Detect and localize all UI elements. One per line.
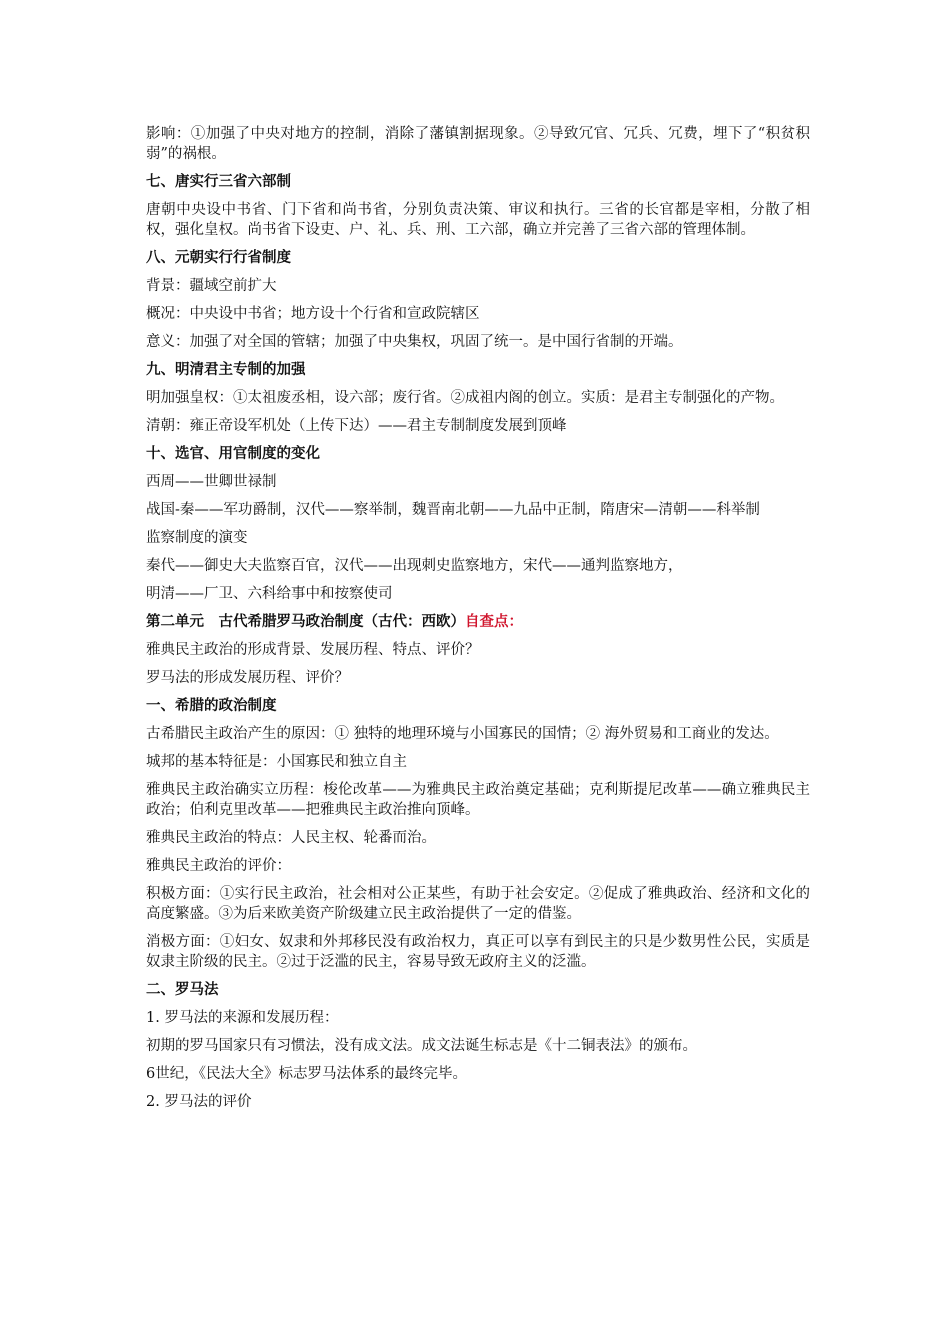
- body-paragraph: [146, 304, 810, 324]
- paragraph-text: 第二单元 古代希腊罗马政治制度（古代：西欧）: [146, 614, 465, 630]
- paragraph-text: 西周——世卿世禄制: [146, 474, 277, 490]
- paragraph-text: 战国-秦——军功爵制，汉代——察举制，魏晋南北朝——九品中正制，隋唐宋—清朝——科举制: [146, 502, 760, 518]
- body-paragraph: [146, 416, 810, 436]
- body-paragraph: [146, 1064, 810, 1084]
- paragraph-text: 影响：①加强了中央对地方的控制，消除了藩镇割据现象。②导致冗官、冗兵、冗费，埋下了“积贫积弱”的祸根。: [146, 126, 810, 162]
- section-heading: [146, 248, 810, 268]
- section-heading: [146, 612, 810, 632]
- paragraph-text: 背景：疆域空前扩大: [146, 278, 277, 294]
- section-heading: [146, 444, 810, 464]
- body-paragraph: [146, 200, 810, 240]
- body-paragraph: [146, 724, 810, 744]
- paragraph-text: 二、罗马法: [146, 982, 219, 998]
- paragraph-text: 城邦的基本特征是：小国寡民和独立自主: [146, 754, 407, 770]
- paragraph-text: 1. 罗马法的来源和发展历程：: [146, 1010, 339, 1026]
- paragraph-text: 九、明清君主专制的加强: [146, 362, 306, 378]
- body-paragraph: [146, 1008, 810, 1028]
- paragraph-text: 积极方面：①实行民主政治，社会相对公正某些，有助于社会安定。②促成了雅典政治、经济和文化的高度繁盛。③为后来欧美资产阶级建立民主政治提供了一定的借鉴。: [146, 886, 810, 922]
- paragraph-text: 2. 罗马法的评价: [146, 1094, 252, 1110]
- body-paragraph: [146, 276, 810, 296]
- body-paragraph: [146, 856, 810, 876]
- paragraph-text: 消极方面：①妇女、奴隶和外邦移民没有政治权力，真正可以享有到民主的只是少数男性公民，实质是奴隶主阶级的民主。②过于泛滥的民主，容易导致无政府主义的泛滥。: [146, 934, 810, 970]
- paragraph-text: 雅典民主政治的评价：: [146, 858, 291, 874]
- paragraph-text: 雅典民主政治的特点：人民主权、轮番而治。: [146, 830, 436, 846]
- paragraph-text: 秦代——御史大夫监察百官，汉代——出现刺史监察地方，宋代——通判监察地方，: [146, 558, 683, 574]
- body-paragraph: [146, 752, 810, 772]
- body-paragraph: [146, 500, 810, 520]
- body-paragraph: [146, 884, 810, 924]
- paragraph-text: 一、希腊的政治制度: [146, 698, 277, 714]
- paragraph-text: 6世纪，《民法大全》标志罗马法体系的最终完毕。: [146, 1066, 467, 1082]
- body-paragraph: [146, 780, 810, 820]
- body-paragraph: [146, 124, 810, 164]
- paragraph-text: 概况：中央设中书省；地方设十个行省和宣政院辖区: [146, 306, 480, 322]
- body-paragraph: [146, 1036, 810, 1056]
- body-paragraph: [146, 388, 810, 408]
- section-heading: [146, 980, 810, 1000]
- section-heading: [146, 360, 810, 380]
- body-paragraph: [146, 472, 810, 492]
- paragraph-text: 七、唐实行三省六部制: [146, 174, 291, 190]
- body-paragraph: [146, 668, 810, 688]
- body-paragraph: [146, 528, 810, 548]
- paragraph-text: 明清——厂卫、六科给事中和按察使司: [146, 586, 393, 602]
- body-paragraph: [146, 640, 810, 660]
- paragraph-text: 雅典民主政治确实立历程：梭伦改革——为雅典民主政治奠定基础；克利斯提尼改革——确立雅典民主政治；伯利克里改革——把雅典民主政治推向顶峰。: [146, 782, 810, 818]
- paragraph-text: 明加强皇权：①太祖废丞相，设六部；废行省。②成祖内阁的创立。实质：是君主专制强化的产物。: [146, 390, 784, 406]
- paragraph-text: 十、选官、用官制度的变化: [146, 446, 320, 462]
- body-paragraph: [146, 828, 810, 848]
- section-heading: [146, 696, 810, 716]
- paragraph-text: 初期的罗马国家只有习惯法，没有成文法。成文法诞生标志是《十二铜表法》的颁布。: [146, 1038, 697, 1054]
- self-check-label: 自查点：: [465, 614, 523, 630]
- paragraph-text: 唐朝中央设中书省、门下省和尚书省，分别负责决策、审议和执行。三省的长官都是宰相，分散了相权，强化皇权。尚书省下设吏、户、礼、兵、刑、工六部，确立并完善了三省六部的管理体制。: [146, 202, 810, 238]
- paragraph-text: 清朝：雍正帝设军机处（上传下达）——君主专制制度发展到顶峰: [146, 418, 567, 434]
- paragraph-text: 监察制度的演变: [146, 530, 248, 546]
- document-page: [146, 124, 810, 1120]
- section-heading: [146, 172, 810, 192]
- paragraph-text: 八、元朝实行行省制度: [146, 250, 291, 266]
- body-paragraph: [146, 556, 810, 576]
- paragraph-text: 意义：加强了对全国的管辖；加强了中央集权，巩固了统一。是中国行省制的开端。: [146, 334, 683, 350]
- body-paragraph: [146, 932, 810, 972]
- paragraph-text: 罗马法的形成发展历程、评价？: [146, 670, 349, 686]
- paragraph-text: 雅典民主政治的形成背景、发展历程、特点、评价？: [146, 642, 480, 658]
- paragraph-text: 古希腊民主政治产生的原因：① 独特的地理环境与小国寡民的国情；② 海外贸易和工商业的发达。: [146, 726, 779, 742]
- body-paragraph: [146, 584, 810, 604]
- body-paragraph: [146, 1092, 810, 1112]
- body-paragraph: [146, 332, 810, 352]
